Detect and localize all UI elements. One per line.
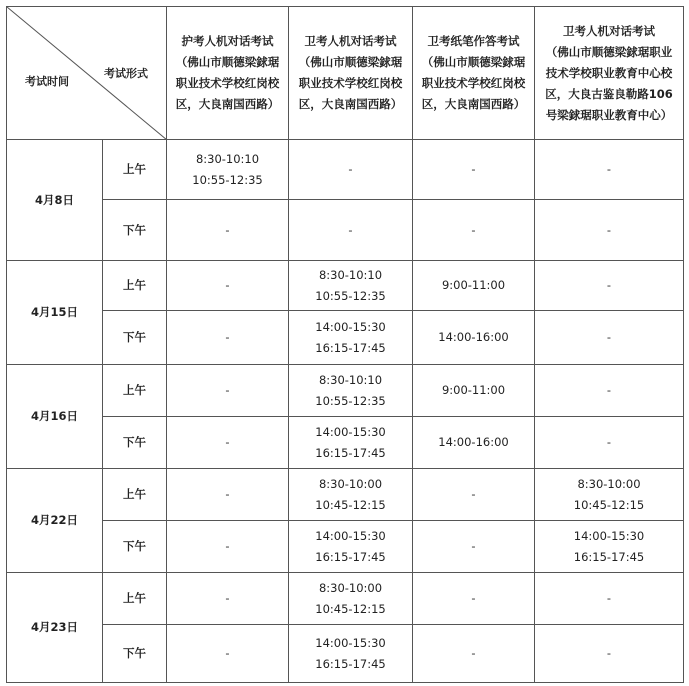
no-exam-dash: - (606, 383, 612, 397)
schedule-row (7, 573, 684, 625)
no-exam-dash: - (606, 646, 612, 660)
time-cell (289, 521, 413, 573)
time-range: 8:30-10:00 (318, 476, 383, 491)
time-cell (535, 573, 684, 625)
time-cell (413, 417, 535, 469)
no-exam-dash: - (606, 435, 612, 449)
time-cell (413, 365, 535, 417)
column-header-line: （佛山市顺德梁銶琚 (175, 55, 280, 69)
period-cell: 下午 (103, 417, 167, 469)
no-exam-dash: - (606, 278, 612, 292)
time-cell (413, 469, 535, 521)
time-range: 8:30-10:10 (318, 267, 383, 282)
time-cell (289, 365, 413, 417)
time-range: 10:55-12:35 (315, 288, 386, 303)
no-exam-dash: - (225, 646, 230, 660)
time-range: 8:30-10:10 (195, 151, 260, 166)
column-header-line: 护考人机对话考试 (181, 34, 274, 48)
no-exam-dash: - (225, 539, 230, 553)
time-cell (535, 261, 684, 311)
time-range: 10:45-12:15 (315, 601, 386, 616)
no-exam-dash: - (606, 162, 612, 176)
column-header-line: 区，大良南国西路） (298, 97, 403, 111)
time-cell (535, 469, 684, 521)
column-header-line: 卫考人机对话考试 (563, 23, 655, 38)
no-exam-dash: - (225, 383, 230, 397)
time-range: 14:00-15:30 (315, 424, 386, 439)
schedule-row (7, 365, 684, 417)
column-header (535, 7, 684, 140)
time-range: 10:45-12:15 (573, 497, 645, 512)
time-cell (413, 311, 535, 365)
date-cell: 4月23日 (7, 573, 103, 683)
schedule-row (7, 625, 684, 683)
period-cell: 上午 (103, 261, 167, 311)
time-range: 10:45-12:15 (315, 497, 386, 512)
time-cell (289, 311, 413, 365)
time-range: 16:15-17:45 (315, 656, 386, 671)
time-cell (535, 365, 684, 417)
time-range: 16:15-17:45 (573, 549, 645, 564)
column-header-line: 号梁銶琚职业教育中心） (545, 107, 673, 122)
time-cell (289, 469, 413, 521)
column-header (413, 7, 535, 140)
column-header-line: 卫考纸笔作答考试 (427, 34, 520, 48)
schedule-row (7, 140, 684, 200)
period-cell: 下午 (103, 200, 167, 261)
period-cell: 上午 (103, 469, 167, 521)
schedule-row (7, 469, 684, 521)
no-exam-dash: - (348, 222, 353, 237)
column-header-line: 技术学校职业教育中心校 (545, 65, 673, 80)
schedule-row (7, 261, 684, 311)
time-cell (413, 140, 535, 200)
time-range: 14:00-15:30 (573, 528, 645, 543)
time-range: 16:15-17:45 (315, 445, 386, 460)
column-header-line: 职业技术学校红岗校 (421, 76, 526, 90)
no-exam-dash: - (471, 646, 476, 660)
schedule-row (7, 417, 684, 469)
time-range: 10:55-12:35 (315, 393, 386, 408)
time-cell (535, 417, 684, 469)
time-cell (535, 200, 684, 261)
time-cell (535, 625, 684, 683)
no-exam-dash: - (471, 591, 476, 605)
column-header-line: （佛山市顺德梁銶琚 (421, 55, 526, 69)
period-cell: 下午 (103, 625, 167, 683)
time-range: 16:15-17:45 (315, 340, 386, 355)
time-range: 10:55-12:35 (192, 172, 263, 187)
no-exam-dash: - (471, 162, 476, 176)
time-cell (289, 625, 413, 683)
column-header (289, 7, 413, 140)
time-cell (413, 625, 535, 683)
column-header-line: 卫考人机对话考试 (304, 34, 397, 48)
time-cell (535, 521, 684, 573)
no-exam-dash: - (225, 435, 230, 449)
date-cell: 4月16日 (7, 365, 103, 469)
time-cell (167, 261, 289, 311)
time-range: 8:30-10:10 (318, 372, 383, 387)
column-header-line: 职业技术学校红岗校 (175, 76, 280, 90)
time-range: 14:00-15:30 (315, 319, 386, 334)
time-range: 8:30-10:00 (318, 580, 383, 595)
date-cell: 4月22日 (7, 469, 103, 573)
time-range: 8:30-10:00 (577, 476, 641, 491)
period-cell: 上午 (103, 365, 167, 417)
no-exam-dash: - (606, 591, 612, 605)
schedule-row (7, 200, 684, 261)
no-exam-dash: - (225, 222, 230, 237)
time-cell (167, 200, 289, 261)
schedule-row (7, 521, 684, 573)
column-header-line: 区，大良古鉴良勒路106 (545, 86, 673, 101)
no-exam-dash: - (225, 487, 230, 501)
exam-time-label: 考试时间 (25, 75, 69, 88)
column-header (167, 7, 289, 140)
time-cell (167, 573, 289, 625)
period-cell: 下午 (103, 311, 167, 365)
column-header-line: 区，大良南国西路） (175, 97, 280, 111)
column-header-line: 职业技术学校红岗校 (298, 76, 403, 90)
exam-form-label: 考试形式 (104, 67, 148, 80)
no-exam-dash: - (471, 487, 476, 501)
column-header-line: （佛山市顺德梁銶琚职业 (545, 44, 673, 59)
time-range: 14:00-15:30 (315, 528, 386, 543)
period-cell: 下午 (103, 521, 167, 573)
no-exam-dash: - (348, 162, 353, 176)
time-cell (167, 311, 289, 365)
period-cell: 上午 (103, 573, 167, 625)
time-cell (167, 521, 289, 573)
column-header-line: （佛山市顺德梁銶琚 (298, 55, 403, 69)
period-cell: 上午 (103, 140, 167, 200)
time-cell (167, 365, 289, 417)
time-range: 14:00-16:00 (438, 435, 509, 449)
time-cell (535, 311, 684, 365)
column-header-line: 区，大良南国西路） (421, 97, 526, 111)
no-exam-dash: - (225, 278, 230, 292)
no-exam-dash: - (225, 330, 230, 344)
time-cell (413, 521, 535, 573)
no-exam-dash: - (471, 539, 476, 553)
date-cell: 4月8日 (7, 140, 103, 261)
time-cell (413, 200, 535, 261)
time-cell (167, 469, 289, 521)
schedule-row (7, 311, 684, 365)
corner-header-cell (7, 7, 167, 140)
time-cell (289, 417, 413, 469)
no-exam-dash: - (606, 222, 612, 237)
time-range: 14:00-15:30 (315, 635, 386, 650)
time-range: 9:00-11:00 (441, 383, 506, 397)
time-cell (413, 261, 535, 311)
time-range: 16:15-17:45 (315, 549, 386, 564)
no-exam-dash: - (471, 222, 476, 237)
time-cell (289, 200, 413, 261)
time-cell (167, 625, 289, 683)
exam-schedule-table (6, 6, 684, 683)
no-exam-dash: - (606, 330, 612, 344)
no-exam-dash: - (225, 591, 230, 605)
time-cell (167, 417, 289, 469)
time-cell (289, 140, 413, 200)
time-cell (167, 140, 289, 200)
time-cell (289, 573, 413, 625)
time-range: 9:00-11:00 (441, 278, 506, 292)
date-cell: 4月15日 (7, 261, 103, 365)
time-range: 14:00-16:00 (438, 330, 509, 344)
time-cell (535, 140, 684, 200)
time-cell (289, 261, 413, 311)
time-cell (413, 573, 535, 625)
header-row (7, 7, 684, 140)
